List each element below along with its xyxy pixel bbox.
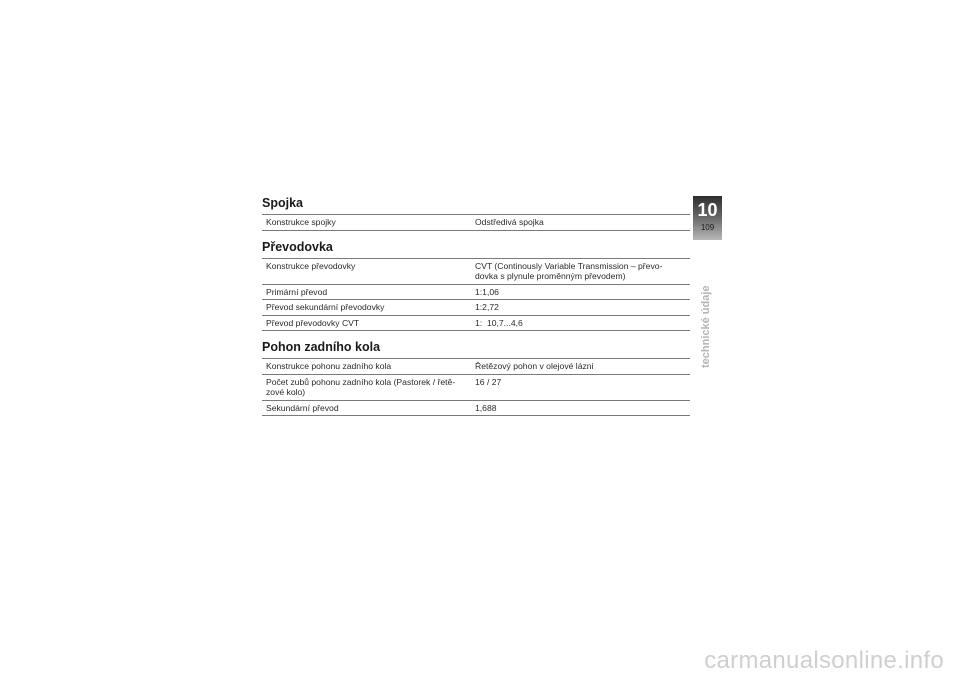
table-row (262, 258, 690, 284)
spec-table (262, 358, 690, 416)
table-row (262, 359, 690, 375)
row-label: Sekundární převod (262, 400, 471, 416)
row-value: 1,688 (471, 400, 690, 416)
table-row (262, 215, 690, 231)
spec-content (262, 196, 690, 416)
spec-table (262, 258, 690, 332)
row-value: 1:1,06 (471, 284, 690, 300)
section-title: Převodovka (262, 239, 333, 254)
page-number: 109 (700, 223, 715, 232)
table-row (262, 300, 690, 316)
row-label: Převod sekundární převodovky (262, 300, 471, 316)
chapter-tab (693, 196, 722, 240)
row-value: Odstředivá spojka (471, 215, 690, 231)
section-title: Spojka (262, 196, 303, 210)
section-spojka (262, 196, 690, 231)
section-title: Pohon zadního kola (262, 340, 381, 354)
section-pohon-zadniho-kola (262, 340, 690, 416)
row-value: CVT (Continously Variable Transmission – převo- dovka s plynule proměnným převodem) (471, 258, 690, 284)
table-row (262, 374, 690, 400)
section-prevodovka (262, 240, 690, 332)
table-row (262, 284, 690, 300)
row-value: 16 / 27 (471, 374, 690, 400)
row-value: 1: 10,7...4,6 (471, 315, 690, 331)
chapter-side-label: technické údaje (700, 285, 712, 368)
spec-table (262, 214, 690, 231)
row-label: Konstrukce spojky (262, 215, 471, 231)
table-row (262, 315, 690, 331)
row-label: Počet zubů pohonu zadního kola (Pastorek / řetě- zové kolo) (262, 374, 471, 400)
chapter-number: 10 (697, 200, 718, 220)
row-label: Konstrukce pohonu zadního kola (262, 359, 471, 375)
row-label: Primární převod (262, 284, 471, 300)
row-value: 1:2,72 (471, 300, 690, 316)
table-row (262, 400, 690, 416)
row-label: Převod převodovky CVT (262, 315, 471, 331)
row-value: Řetězový pohon v olejové lázni (471, 359, 690, 375)
watermark: carmanualsonline.info (704, 647, 944, 674)
row-label: Konstrukce převodovky (262, 258, 471, 284)
